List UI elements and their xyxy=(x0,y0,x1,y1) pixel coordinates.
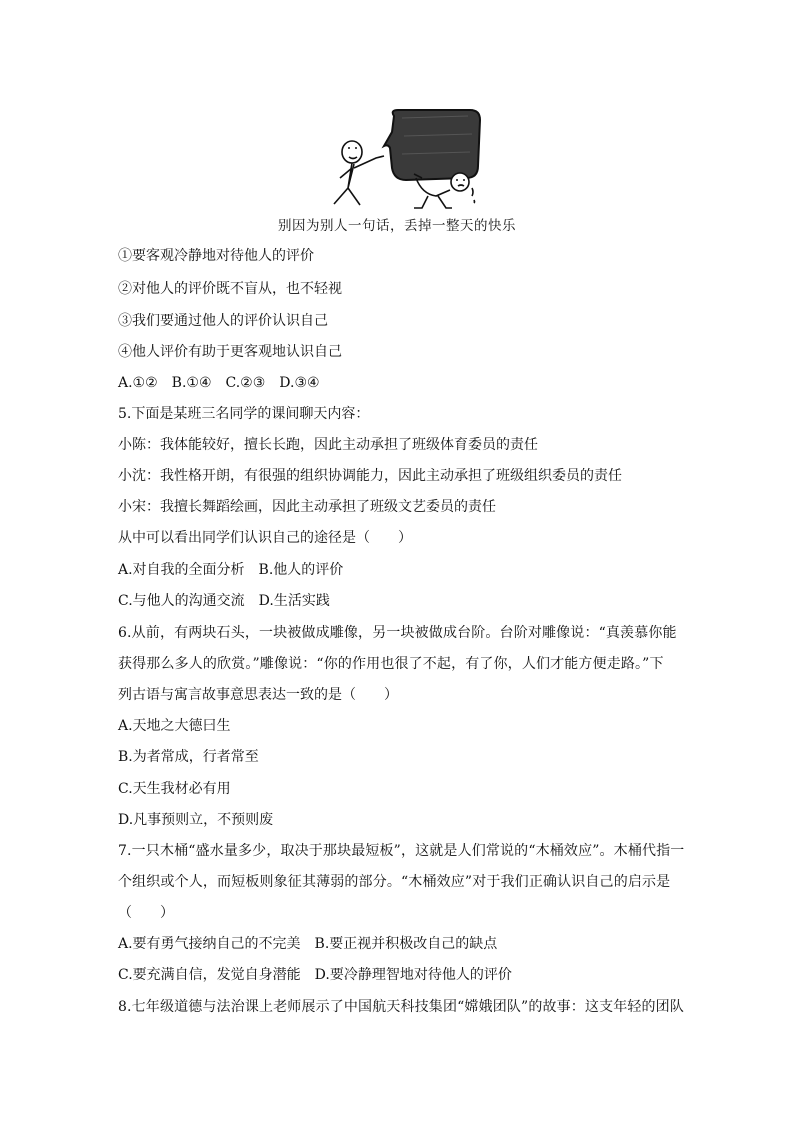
q4-option-1: ①要客观冷静地对待他人的评价 xyxy=(118,248,314,264)
q5-dialogue-line: 小沈：我性格开朗，有很强的组织协调能力，因此主动承担了班级组织委员的责任 xyxy=(118,468,622,484)
q7-stem-line: （ ） xyxy=(118,905,174,921)
q4-option-3: ③我们要通过他人的评价认识自己 xyxy=(118,313,328,329)
q6-answer-a: A.天地之大德曰生 xyxy=(118,718,231,734)
q7-answer-row: C.要充满自信，发觉自身潜能 D.要冷静理智地对待他人的评价 xyxy=(118,967,512,983)
q5-stem: 5.下面是某班三名同学的课间聊天内容： xyxy=(118,406,370,422)
q5-dialogue-line: 小陈：我体能较好，擅长长跑，因此主动承担了班级体育委员的责任 xyxy=(118,437,538,453)
figure-caption: 别因为别人一句话，丢掉一整天的快乐 xyxy=(278,218,516,234)
heavy-rock-shape xyxy=(384,110,480,180)
q6-answer-d: D.凡事预则立，不预则废 xyxy=(118,812,274,828)
q5-answer-row: A.对自我的全面分析 B.他人的评价 xyxy=(118,562,344,578)
q7-stem-line: 个组织或个人，而短板则象征其薄弱的部分。“木桶效应”对于我们正确认识自己的启示是 xyxy=(118,874,671,890)
q7-stem-line: 7.一只木桶“盛水量多少，取决于那块最短板”，这就是人们常说的“木桶效应”。木桶代指一 xyxy=(118,843,685,859)
q5-question: 从中可以看出同学们认识自己的途径是（ ） xyxy=(118,530,412,546)
q5-answer-row: C.与他人的沟通交流 D.生活实践 xyxy=(118,593,330,609)
q5-dialogue-line: 小宋：我擅长舞蹈绘画，因此主动承担了班级文艺委员的责任 xyxy=(118,499,496,515)
q6-answer-b: B.为者常成，行者常至 xyxy=(118,749,259,765)
q7-answer-row: A.要有勇气接纳自己的不完美 B.要正视并积极改自己的缺点 xyxy=(118,936,498,952)
q6-answer-c: C.天生我材必有用 xyxy=(118,781,231,797)
pointing-person xyxy=(334,141,384,205)
q6-stem-line: 获得那么多人的欣赏。”雕像说：“你的作用也很了不起，有了你，人们才能方便走路。”下 xyxy=(118,656,664,672)
q8-stem: 8.七年级道德与法治课上老师展示了中国航天科技集团“嫦娥团队”的故事：这支年轻的团队 xyxy=(118,999,684,1015)
q4-answer-choices: A.①② B.①④ C.②③ D.③④ xyxy=(118,375,320,391)
cartoon-illustration xyxy=(318,108,488,212)
q6-stem-line: 6.从前，有两块石头，一块被做成雕像，另一块被做成台阶。台阶对雕像说：“真羡慕你能 xyxy=(118,625,677,641)
q4-option-4: ④他人评价有助于更客观地认识自己 xyxy=(118,344,342,360)
q4-option-2: ②对他人的评价既不盲从，也不轻视 xyxy=(118,281,342,297)
q6-stem-line: 列古语与寓言故事意思表达一致的是（ ） xyxy=(118,687,398,703)
